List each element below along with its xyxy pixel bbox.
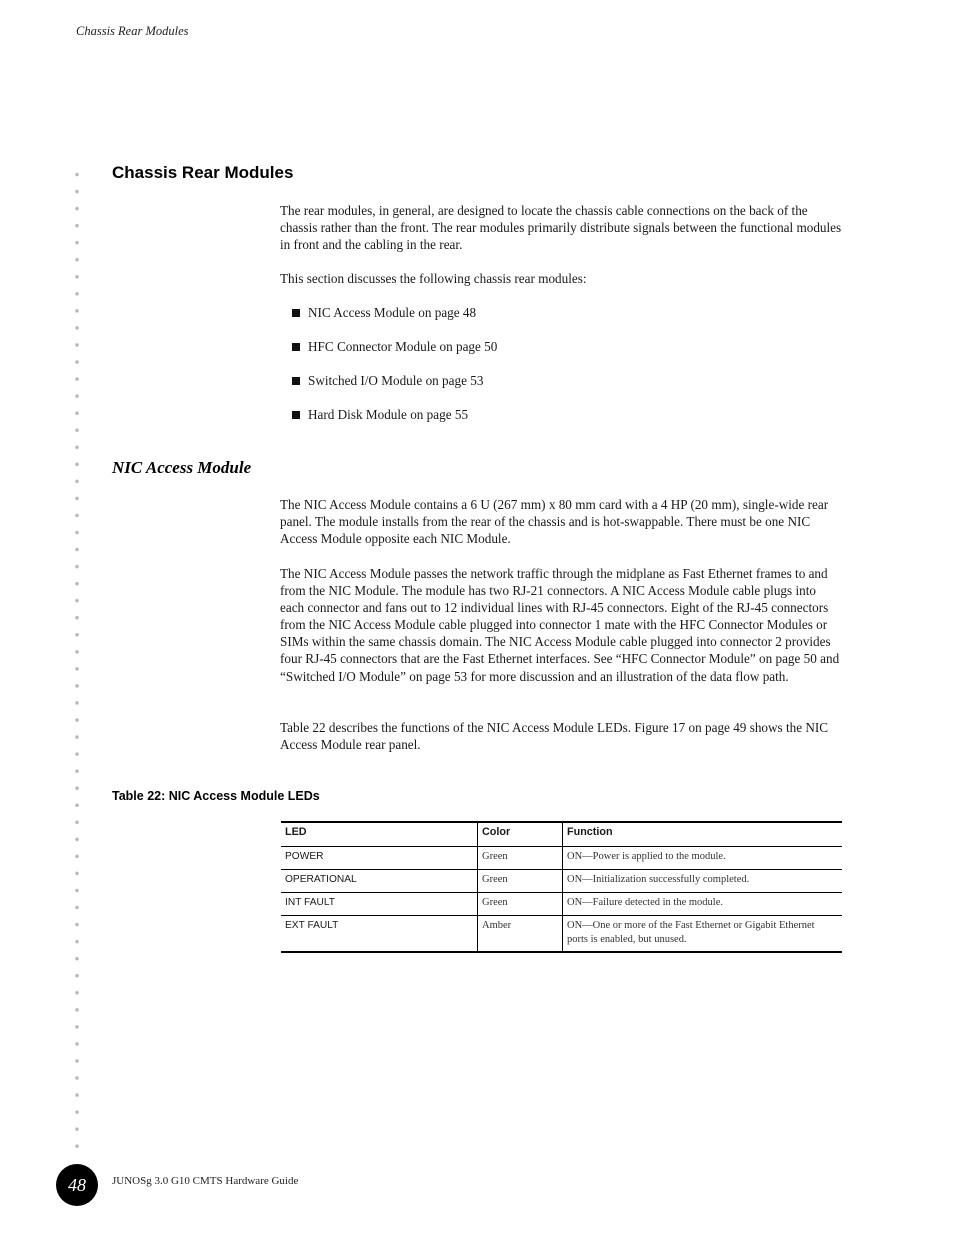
module-description-paragraph: The NIC Access Module contains a 6 U (267 mm) x 80 mm card with a 4 HP (20 mm), single-wide rear panel. The module installs from the rear of the chassis and is hot-swappable. There must be one NIC Access Module opposite each NIC Module. (280, 497, 829, 547)
cell-function: ON—Initialization successfully completed. (563, 870, 843, 893)
subsection-title: NIC Access Module (112, 458, 252, 477)
footer-guide-title: JUNOSg 3.0 G10 CMTS Hardware Guide (112, 1175, 299, 1187)
table-reference-paragraph: Table 22 describes the functions of the NIC Access Module LEDs. Figure 17 on page 49 shows the NIC Access Module rear panel. (280, 720, 829, 753)
cell-color: Amber (478, 916, 563, 953)
table-row (281, 916, 842, 953)
cell-led: OPERATIONAL (281, 870, 478, 893)
list-item-link[interactable]: Switched I/O Module on page 53 (308, 373, 484, 388)
traffic-paragraph: The NIC Access Module passes the network traffic through the midplane as Fast Ethernet frames to and from the NIC Module. The module has two RJ-21 connectors. A NIC Access Module cable plugs into each connector and fans out to 12 individual lines with RJ-45 connectors. Eight of the RJ-45 connectors from the NIC Access Module cable plugged into connector 1 mate with the HFC Connector Modules or SIMs within the same chassis domain. The NIC Access Module cable plugged into connector 2 provides four RJ-45 connectors that are the Fast Ethernet interfaces. See “HFC Connector Module” on page 50 and “Switched I/O Module” on page 53 for more discussion and an illustration of the data flow path. (280, 566, 840, 684)
list-item (292, 338, 497, 372)
cell-color: Green (478, 893, 563, 916)
table-row (281, 893, 842, 916)
cell-led: INT FAULT (281, 893, 478, 916)
page-number-badge: 48 (56, 1164, 98, 1206)
cell-led: POWER (281, 847, 478, 870)
table-row (281, 847, 842, 870)
column-header-led: LED (281, 822, 478, 847)
square-bullet-icon (292, 343, 300, 351)
section-title: Chassis Rear Modules (112, 163, 294, 182)
square-bullet-icon (292, 309, 300, 317)
margin-dot-rule (74, 166, 80, 1156)
column-header-color: Color (478, 822, 563, 847)
led-table (281, 821, 842, 953)
list-item-link[interactable]: NIC Access Module on page 48 (308, 305, 477, 320)
list-item (292, 372, 497, 406)
table-row (281, 870, 842, 893)
list-item (292, 406, 497, 440)
list-item-link[interactable]: HFC Connector Module on page 50 (308, 339, 498, 354)
cell-color: Green (478, 847, 563, 870)
square-bullet-icon (292, 411, 300, 419)
list-item (292, 304, 497, 338)
running-header: Chassis Rear Modules (76, 24, 189, 38)
table-caption: Table 22: NIC Access Module LEDs (112, 789, 320, 803)
cell-function: ON—Power is applied to the module. (563, 847, 843, 870)
table-header-row (281, 822, 842, 847)
cell-function: ON—One or more of the Fast Ethernet or Gigabit Ethernet ports is enabled, but unused. (563, 916, 843, 953)
cell-led: EXT FAULT (285, 920, 339, 931)
list-lead-paragraph: This section discusses the following chassis rear modules: (280, 271, 587, 286)
square-bullet-icon (292, 377, 300, 385)
cell-function: ON—Failure detected in the module. (563, 893, 843, 916)
module-list (292, 304, 497, 440)
cell-color: Green (478, 870, 563, 893)
column-header-function: Function (563, 822, 843, 847)
intro-paragraph: The rear modules, in general, are designed to locate the chassis cable connections on the back of the chassis rather than the front. The rear modules primarily distribute signals between the functional modules in front and the cabling in the rear. (280, 203, 842, 253)
list-item-link[interactable]: Hard Disk Module on page 55 (308, 407, 469, 422)
